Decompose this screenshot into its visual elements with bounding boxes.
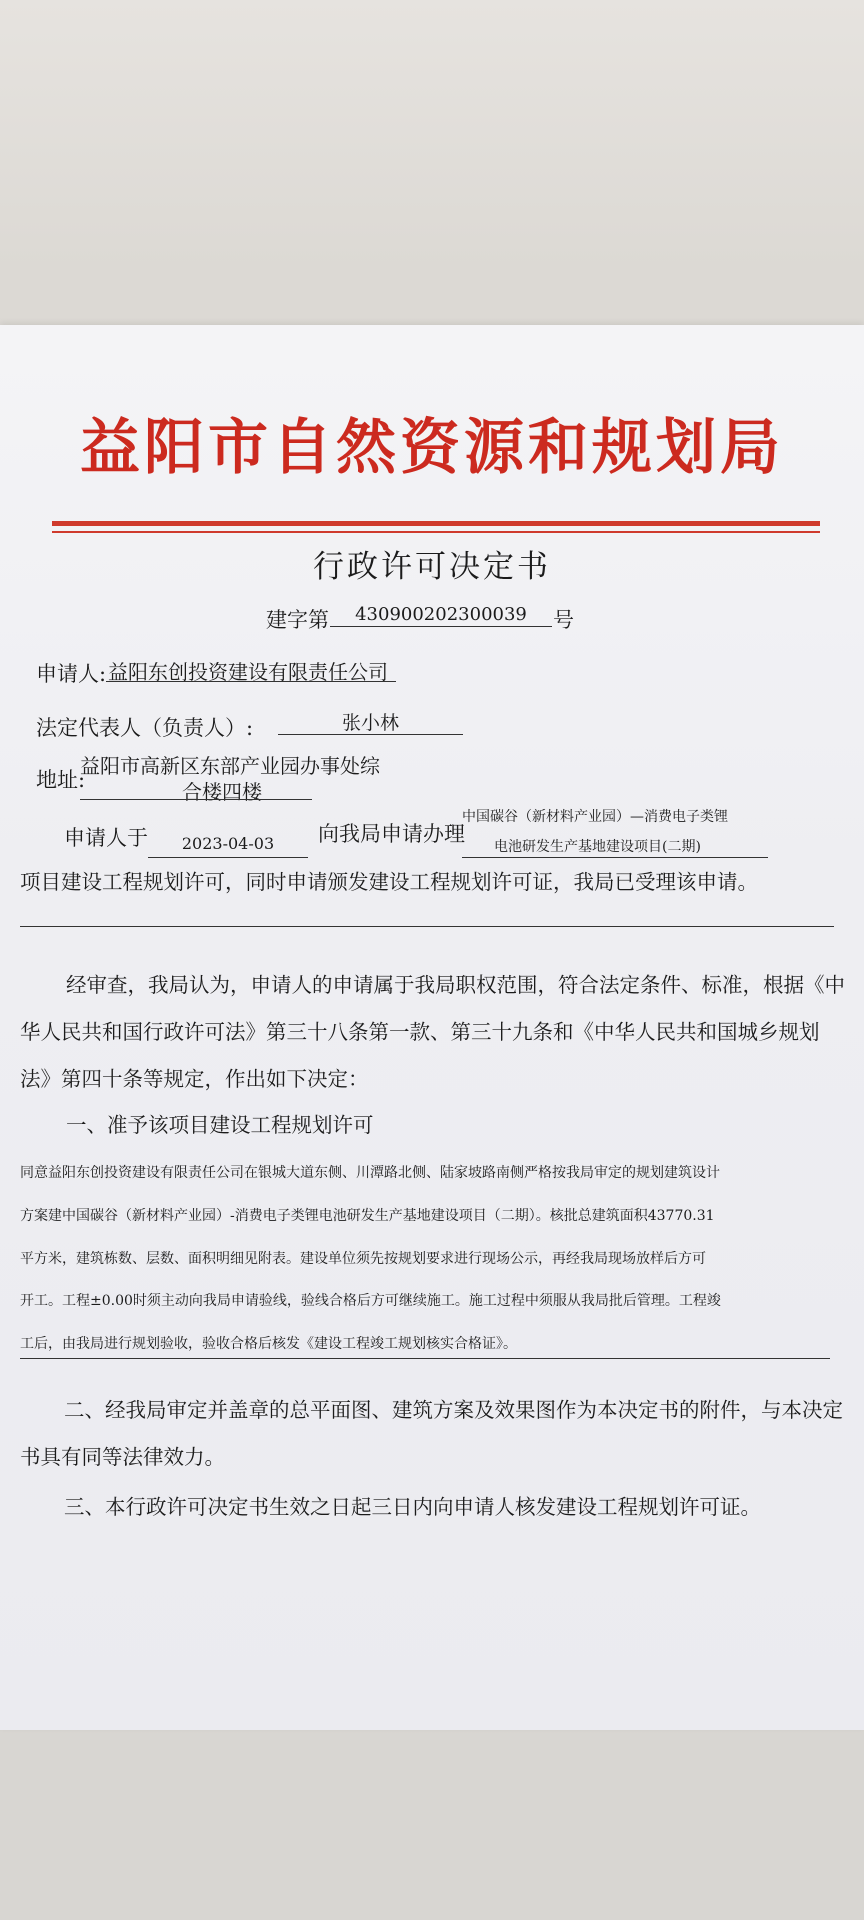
review-line3: 法》第四十条等规定，作出如下决定： <box>20 1067 369 1091</box>
project-line2: 电池研发生产基地建设项目(二期) <box>494 839 701 855</box>
review-line1: 经审查，我局认为，申请人的申请属于我局职权范围，符合法定条件、标准，根据《中 <box>66 973 845 997</box>
address-line1: 益阳市高新区东部产业园办事处综 <box>80 754 380 778</box>
item2-line1: 二、经我局审定并盖章的总平面图、建筑方案及效果图作为本决定书的附件，与本决定 <box>64 1398 843 1422</box>
application-middle: 向我局申请办理 <box>318 822 465 846</box>
serial-number: 430900202300039 <box>355 604 527 625</box>
address-line2: 合楼四楼 <box>182 780 262 804</box>
blank-underline <box>20 926 834 927</box>
application-date: 2023-04-03 <box>181 834 275 853</box>
item2-line2: 书具有同等法律效力。 <box>20 1445 225 1469</box>
application-lead: 申请人于 <box>64 826 148 850</box>
bureau-letterhead: 益阳市自然资源和规划局 <box>80 413 784 483</box>
item1-line4: 开工。工程±0.00时须主动向我局申请验线，验线合格后方可继续施工。施工过程中须服从我局批后管理。工程竣 <box>20 1293 721 1309</box>
item3-line1: 三、本行政许可决定书生效之日起三日内向申请人核发建设工程规划许可证。 <box>64 1495 761 1519</box>
legal-rep-value: 张小林 <box>341 712 399 734</box>
item1-heading: 一、准予该项目建设工程规划许可 <box>66 1113 374 1137</box>
serial-suffix: 号 <box>553 608 574 632</box>
date-underline <box>148 857 308 858</box>
legal-rep-label: 法定代表人（负责人）: <box>36 716 254 740</box>
applicant-label: 申请人: <box>36 662 107 686</box>
address-label: 地址: <box>36 768 86 792</box>
item1-line5: 工后，由我局进行规划验收，验收合格后核发《建设工程竣工规划核实合格证》。 <box>20 1336 517 1352</box>
item1-underline <box>20 1358 830 1359</box>
application-tail: 项目建设工程规划许可，同时申请颁发建设工程规划许可证，我局已受理该申请。 <box>20 870 758 894</box>
project-underline <box>462 857 768 858</box>
letterhead-rule-thin <box>52 531 820 533</box>
document-title: 行政许可决定书 <box>313 549 551 585</box>
serial-underline <box>330 626 552 627</box>
review-line2: 华人民共和国行政许可法》第三十八条第一款、第三十九条和《中华人民共和国城乡规划 <box>20 1020 820 1044</box>
serial-prefix: 建字第 <box>266 608 329 632</box>
item1-line3: 平方米，建筑栋数、层数、面积明细见附表。建设单位须先按规划要求进行现场公示，再经我局现场放样后方可 <box>20 1251 706 1267</box>
address-underline <box>80 799 312 800</box>
letterhead-rule-thick <box>52 521 820 526</box>
applicant-value: 益阳东创投资建设有限责任公司 <box>108 660 388 684</box>
item1-line2: 方案建中国碳谷（新材料产业园）-消费电子类锂电池研发生产基地建设项目（二期）。核批总建筑面积43770.31 <box>20 1208 715 1224</box>
project-line1: 中国碳谷（新材料产业园）—消费电子类锂 <box>462 809 728 825</box>
item1-line1: 同意益阳东创投资建设有限责任公司在银城大道东侧、川潭路北侧、陆家坡路南侧严格按我局审定的规划建筑设计 <box>20 1165 720 1181</box>
